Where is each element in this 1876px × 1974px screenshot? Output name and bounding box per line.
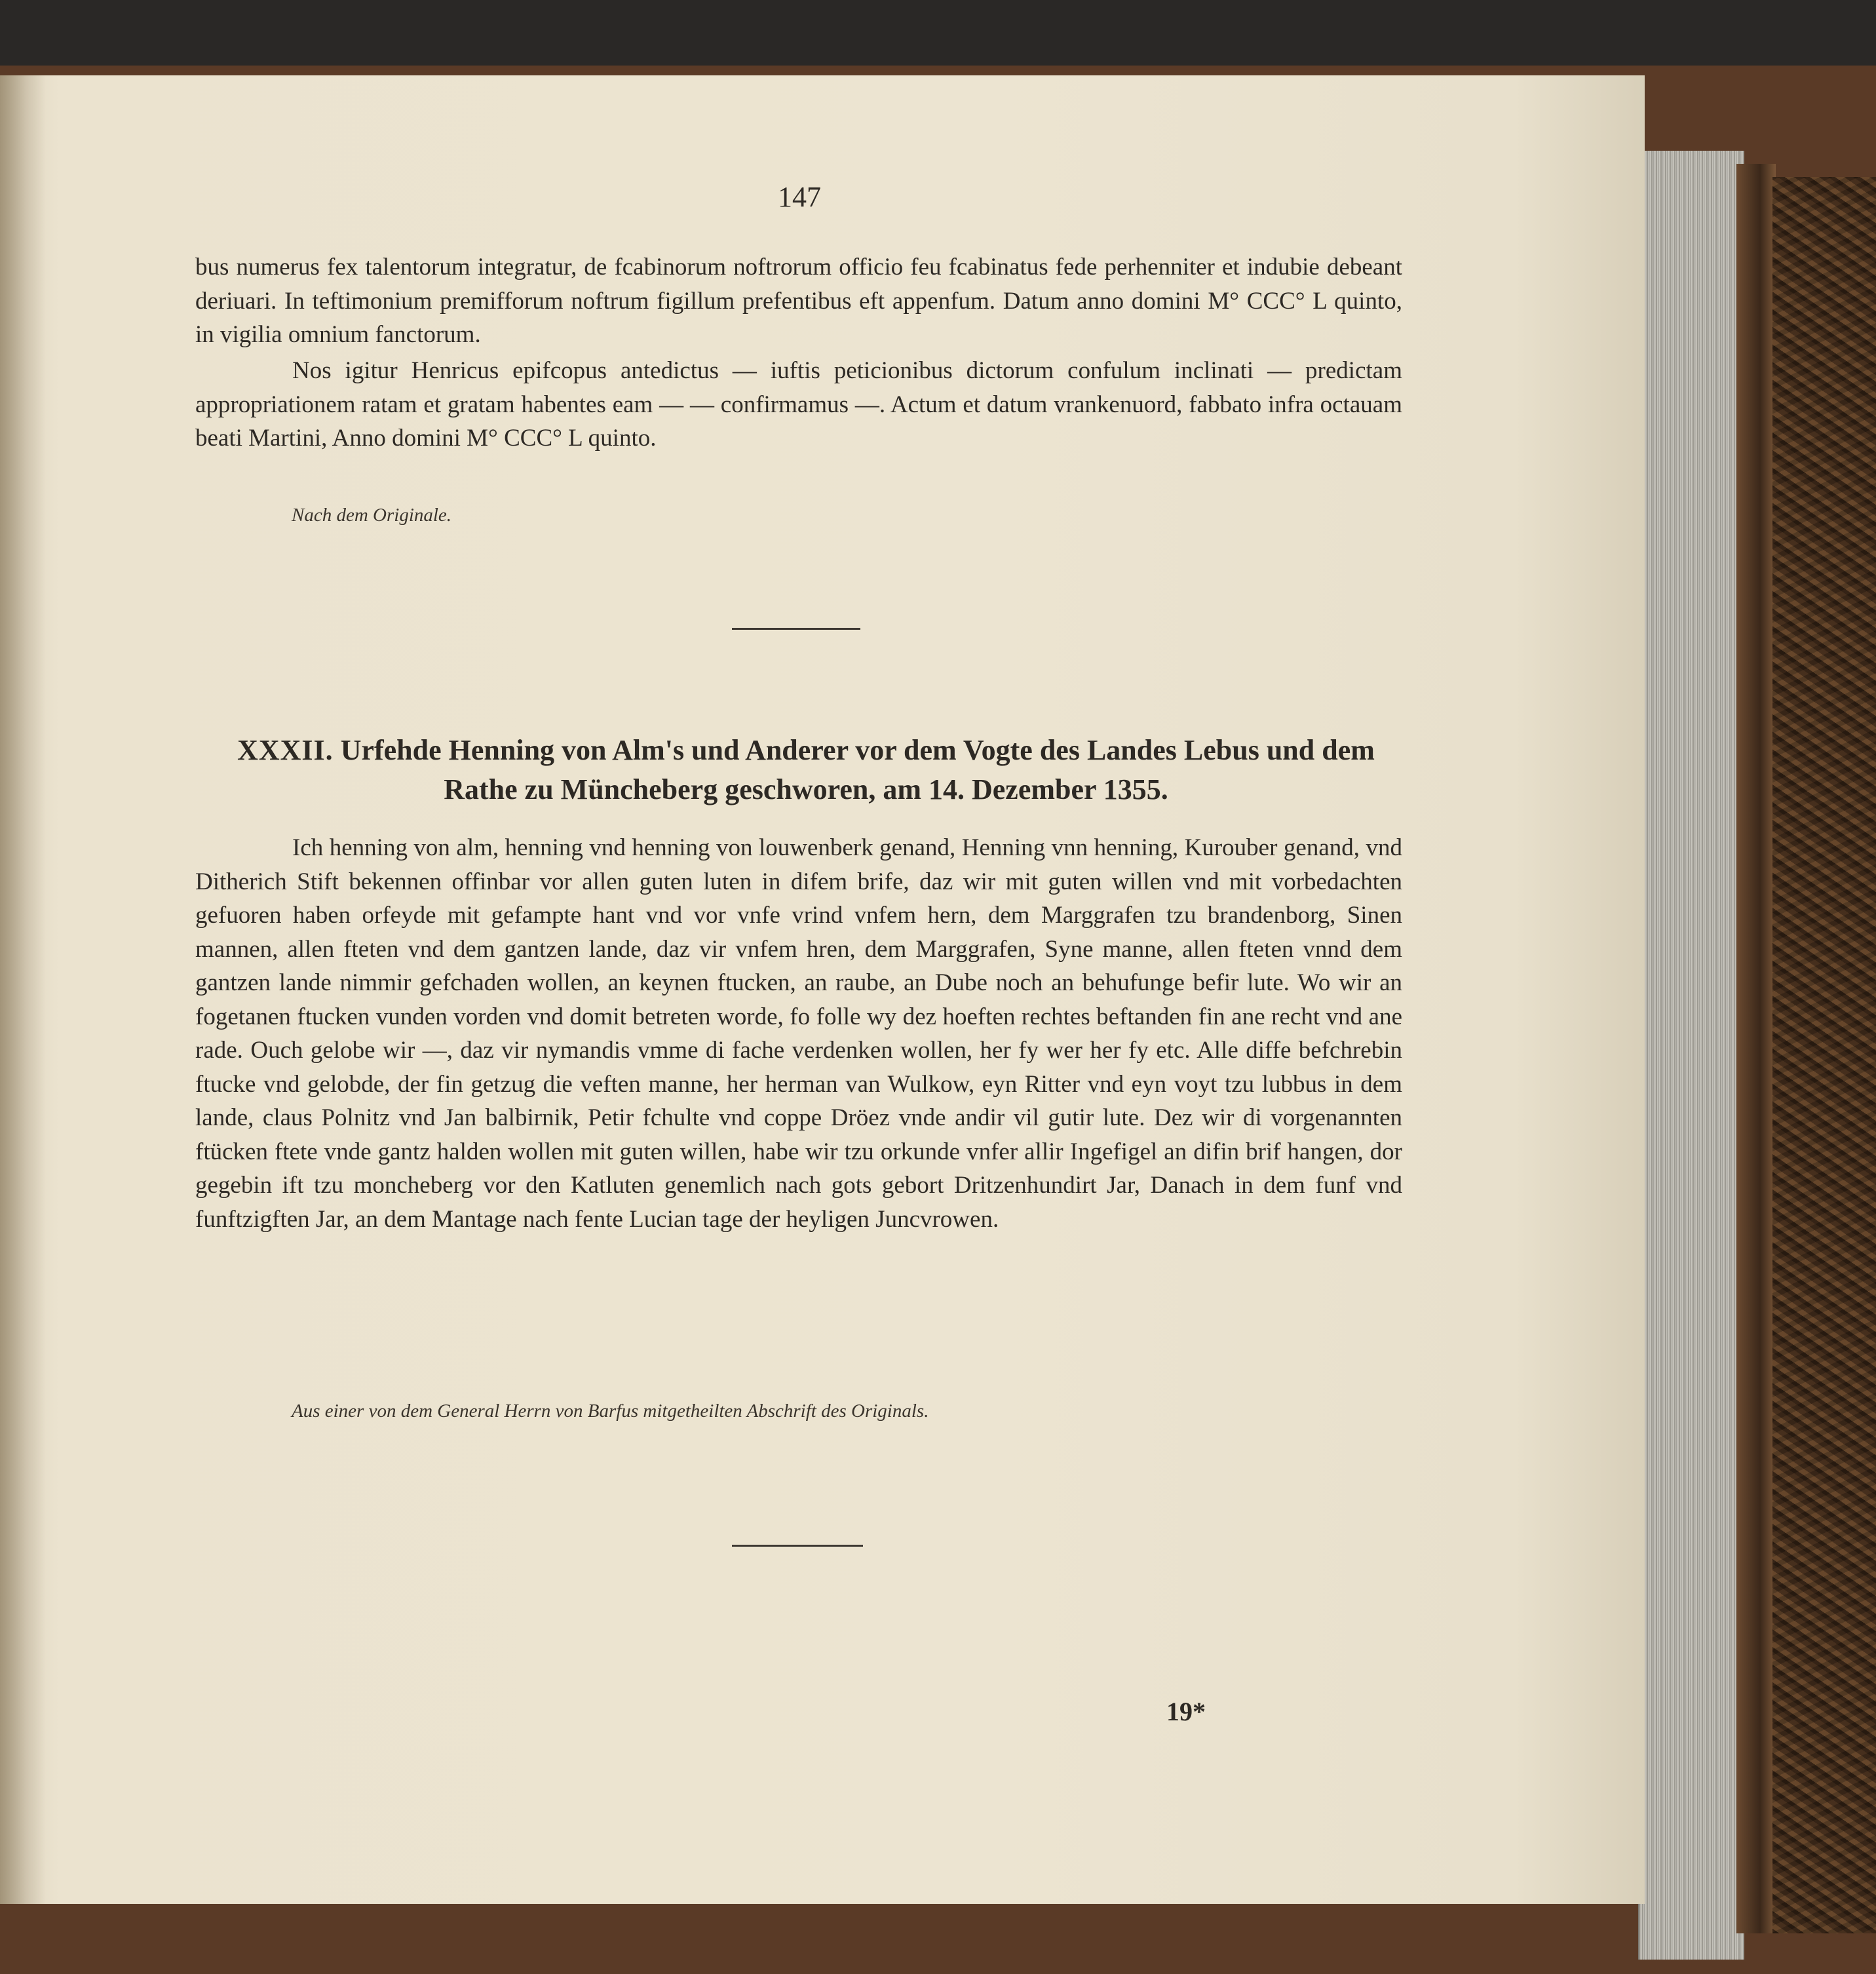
paragraph-continuation: bus numerus fex talentorum integratur, de fcabinorum noftrorum officio feu fcabinatus fede perhenniter et indubie debeant deriuari. In teftimonium premifforum noftrum figillum prefentibus eft appenfum. Datum anno domini M° CCC° L quinto, in vigilia omnium fanctorum.	[195, 254, 1402, 348]
source-note-copy: Aus einer von dem General Herrn von Barfus mitgetheilten Abschrift des Originals.	[292, 1401, 929, 1422]
document-number: XXXII.	[237, 734, 334, 766]
section-divider-bottom	[732, 1545, 863, 1547]
marbled-cover	[1772, 177, 1876, 1933]
signature-mark: 19*	[1166, 1697, 1206, 1726]
page-edges	[1638, 151, 1744, 1960]
document-title: Urfehde Henning von Alm's und Anderer vor dem Vogte des Landes Lebus und dem Rathe zu Müncheberg geschworen, am 14. Dezember 1355.	[340, 734, 1375, 805]
document-heading	[216, 731, 1396, 809]
section-divider	[732, 628, 860, 630]
book-cover-edge	[1736, 164, 1776, 1933]
paragraph-document-text: Ich henning von alm, henning vnd henning von louwenberk genand, Henning vnn henning, Kurouber genand, vnd Ditherich Stift bekennen offinbar vor allen guten luten in difem brife, daz wir mit guten willen vnd mit vorbedachten gefuoren haben orfeyde mit gefampte hant vnd vor vnfe vrind vnfem hern, dem Marggrafen tzu brandenborg, Sinen mannen, allen fteten vnd dem gantzen lande, daz vir vnfem hren, dem Marggrafen, Syne manne, allen fteten vnnd dem gantzen lande nimmir gefchaden wollen, an keynen ftucken, an raube, an Dube noch an behufunge befir lute. Wo wir an fogetanen ftucken vunden vorden vnd domit betreten worde, fo folle wy dez hoeften rechtes beftanden fin ane recht vnd ane rade. Ouch gelobe wir —, daz vir nymandis vmme di fache verdenken wollen, her fy wer her fy etc. Alle diffe befchrebin ftucke vnd gelobde, der fin getzug die veften manne, her herman van Wulkow, eyn Ritter vnd eyn voyt tzu lubbus in dem lande, claus Polnitz vnd Jan balbirnik, Petir fchulte vnd coppe Dröez vnde andir vil gutir lute. Dez wir di vorgenannten ftücken ftete vnde gantz halden wollen mit guten willen, habe wir tzu orkunde vnfer allir Ingefigel an difin brif hangen, dor gegebin ift tzu moncheberg vor den Katluten genemlich nach gots gebort Dritzenhundirt Jar, Danach in dem funf vnd funftzigften Jar, an dem Mantage nach fente Lucian tage der heyligen Juncvrowen.	[195, 834, 1402, 1233]
source-note-original: Nach dem Originale.	[292, 505, 452, 526]
paragraph-confirmation: Nos igitur Henricus epifcopus antedictus — iuftis peticionibus dictorum confulum inclinati — predictam appropriationem ratam et gratam habentes eam — — confirmamus —. Actum et datum vrankenuord, fabbato infra octauam beati Martini, Anno domini M° CCC° L quinto.	[195, 357, 1402, 452]
page-number: 147	[778, 181, 821, 213]
gutter-shadow	[0, 75, 46, 1904]
